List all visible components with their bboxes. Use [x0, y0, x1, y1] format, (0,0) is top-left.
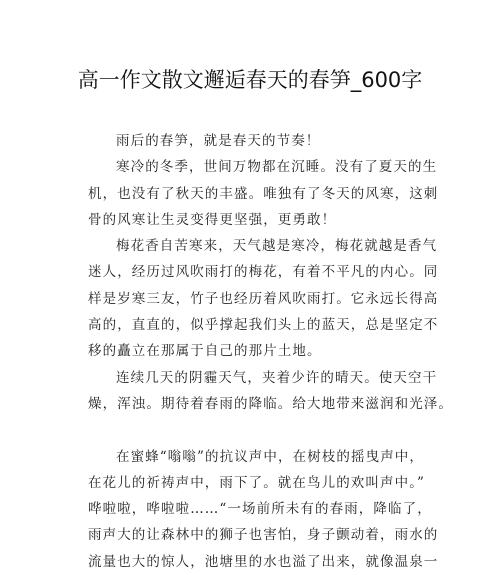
- text-line: 高的，直直的，似乎撑起我们头上的蓝天，总是坚定不: [88, 317, 439, 334]
- text-line: 雨声大的让森林中的狮子也害怕，身子颤动着，雨水的: [88, 527, 439, 544]
- text-line: 哗啦啦，哗啦啦……“一场前所未有的春雨，降临了，: [88, 501, 432, 518]
- text-line: 骨的风寒让生灵变得更坚强，更勇敢！: [88, 211, 337, 228]
- text-line: 雨后的春笋，就是春天的节奏！: [116, 133, 321, 149]
- article-title: 高一作文散文邂逅春天的春笋_600字: [77, 68, 423, 92]
- article-body: [88, 128, 453, 575]
- text-line: 机，也没有了秋天的丰盛。唯独有了冬天的风寒，这刺: [88, 185, 439, 202]
- text-line: 移的矗立在那属于自己的那片土地。: [88, 343, 322, 360]
- text-line: 样是岁寒三友，竹子也经历着风吹雨打。它永远长得高: [88, 290, 439, 307]
- text-line: 在花儿的祈祷声中，雨下了。就在鸟儿的欢叫声中。”: [88, 474, 426, 491]
- text-line: 连续几天的阴霾天气，夹着少许的晴天。使天空干: [116, 369, 438, 386]
- text-line: 寒冷的冬季，世间万物都在沉睡。没有了夏天的生: [116, 159, 438, 176]
- text-line: 在蜜蜂“嗡嗡”的抗议声中，在树枝的摇曳声中，: [116, 448, 425, 465]
- text-line: 迷人，经历过风吹雨打的梅花，有着不平凡的内心。同: [88, 264, 439, 281]
- paragraph-spacer: [88, 417, 428, 443]
- text-line: 燥，浑浊。期待着春雨的降临。给大地带来滋润和光泽。: [88, 395, 453, 412]
- text-line: 流量也大的惊人，池塘里的水也溢了出来，就像温泉一: [88, 553, 439, 570]
- text-line: 梅花香自苦寒来，天气越是寒冷，梅花就越是香气: [116, 238, 438, 255]
